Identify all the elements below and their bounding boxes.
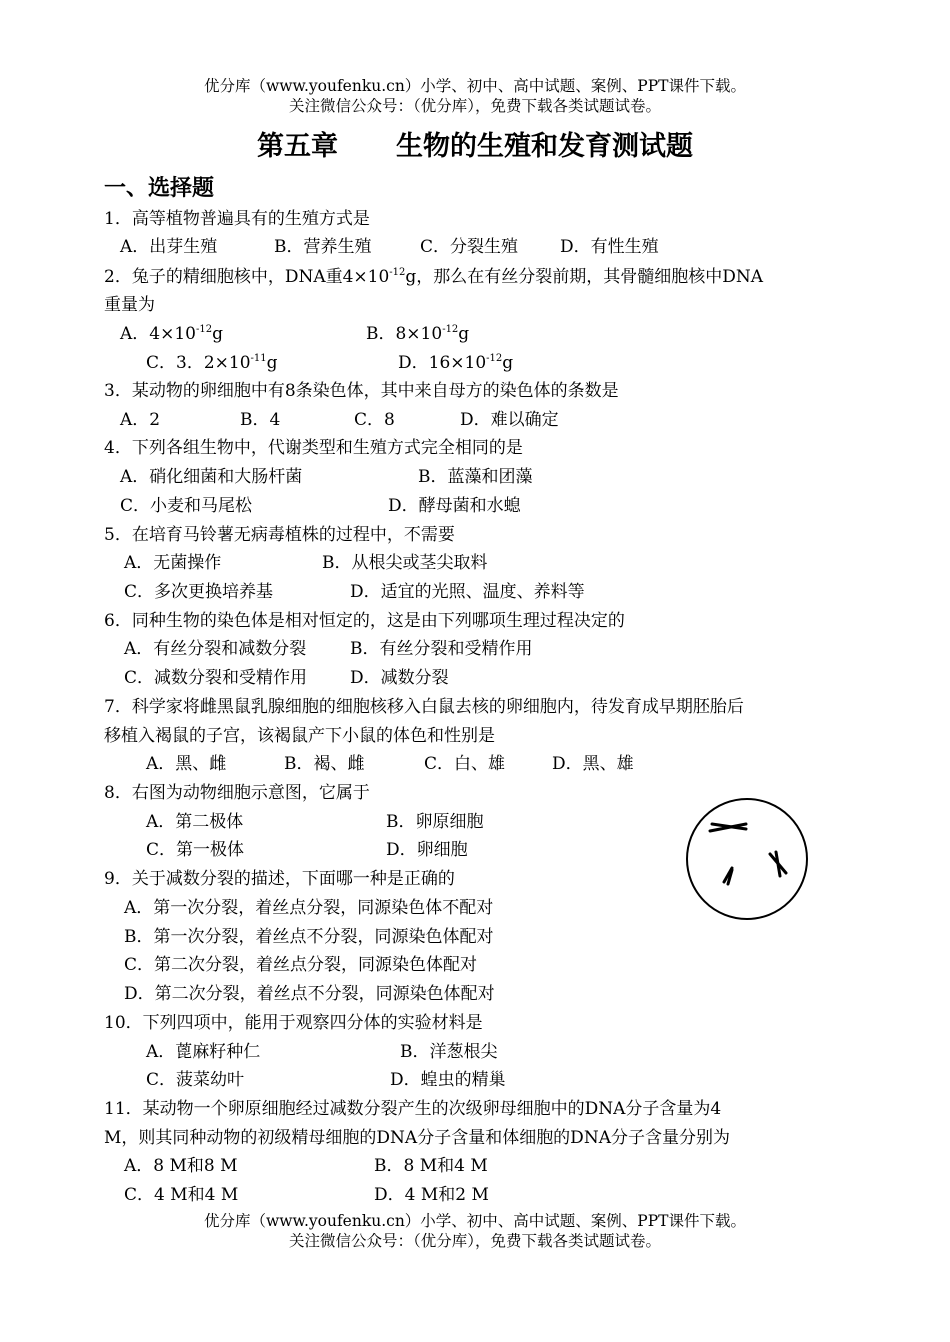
question-11-stem: 11．某动物一个卵原细胞经过减数分裂产生的次级卵母细胞中的DNA分子含量为4 xyxy=(104,1099,722,1119)
question-11-stem-line-2: M，则其同种动物的初级精母细胞的DNA分子含量和体细胞的DNA分子含量分别为 xyxy=(104,1128,730,1148)
question-3-option-b: B．4 xyxy=(240,410,281,430)
question-4-option-d: D．酵母菌和水螅 xyxy=(388,496,521,516)
question-8-option-d: D．卵细胞 xyxy=(386,840,468,860)
question-8-option-c: C．第一极体 xyxy=(146,840,245,860)
option-d-text: D．16×10 xyxy=(398,353,487,373)
option-a-unit: g xyxy=(212,324,223,344)
question-6-option-d: D．减数分裂 xyxy=(350,668,449,688)
question-2-stem-part-b: g，那么在有丝分裂前期，其骨髓细胞核中DNA xyxy=(405,267,764,287)
question-1-stem: 1．高等植物普遍具有的生殖方式是 xyxy=(104,209,370,229)
question-3-option-d: D．难以确定 xyxy=(460,410,559,430)
question-10-option-a: A．蓖麻籽种仁 xyxy=(146,1042,261,1062)
question-2-stem-line-2: 重量为 xyxy=(104,295,155,315)
question-4-option-b: B．蓝藻和团藻 xyxy=(418,467,533,487)
question-9-stem: 9．关于减数分裂的描述，下面哪一种是正确的 xyxy=(104,869,455,889)
option-a-exponent: -12 xyxy=(195,324,213,335)
question-2-option-a xyxy=(120,323,223,345)
chromosome-2 xyxy=(770,852,786,876)
question-6-option-b: B．有丝分裂和受精作用 xyxy=(350,639,533,659)
section-heading: 一、选择题 xyxy=(104,176,215,201)
cell-membrane xyxy=(687,799,807,919)
question-8-option-b: B．卵原细胞 xyxy=(386,812,484,832)
question-3-option-a: A．2 xyxy=(120,410,161,430)
question-2-stem xyxy=(104,266,763,288)
question-2-option-c xyxy=(146,352,278,374)
question-7-stem: 7．科学家将雌黑鼠乳腺细胞的细胞核移入白鼠去核的卵细胞内，待发育成早期胚胎后 xyxy=(104,697,744,717)
question-1-option-d: D．有性生殖 xyxy=(560,237,659,257)
question-9-option-c: C．第二次分裂，着丝点分裂，同源染色体配对 xyxy=(124,955,478,975)
question-3-stem: 3．某动物的卵细胞中有8条染色体，其中来自母方的染色体的条数是 xyxy=(104,381,619,401)
question-6-stem: 6．同种生物的染色体是相对恒定的，这是由下列哪项生理过程决定的 xyxy=(104,611,625,631)
question-11-option-c: C．4 M和4 M xyxy=(124,1185,239,1205)
question-2-option-d xyxy=(398,352,513,374)
question-7-option-b: B．褐、雌 xyxy=(284,754,365,774)
question-1-option-c: C．分裂生殖 xyxy=(420,237,519,257)
question-2-stem-part-a: 2．兔子的精细胞核中，DNA重4×10 xyxy=(104,267,390,287)
option-c-unit: g xyxy=(266,353,278,373)
title-name: 生物的生殖和发育测试题 xyxy=(396,131,693,162)
question-10-stem: 10．下列四项中，能用于观察四分体的实验材料是 xyxy=(104,1013,483,1033)
question-7-stem-line-2: 移植入褐鼠的子宫，该褐鼠产下小鼠的体色和性别是 xyxy=(104,726,495,746)
question-2-exponent: -12 xyxy=(389,267,406,278)
question-10-option-d: D．蝗虫的精巢 xyxy=(390,1070,506,1090)
question-8-option-a: A．第二极体 xyxy=(146,812,244,832)
question-2-option-b xyxy=(366,323,469,345)
chromosome-3 xyxy=(724,868,732,884)
question-5-option-c: C．多次更换培养基 xyxy=(124,582,274,602)
question-3-option-c: C．8 xyxy=(354,410,395,430)
question-6-option-a: A．有丝分裂和减数分裂 xyxy=(124,639,307,659)
footer-line-2: 关注微信公众号：（优分库），免费下载各类试题试卷。 xyxy=(288,1232,661,1250)
header-line-2: 关注微信公众号：（优分库），免费下载各类试题试卷。 xyxy=(288,97,661,115)
question-4-option-c: C．小麦和马尾松 xyxy=(120,496,253,516)
question-5-option-b: B．从根尖或茎尖取料 xyxy=(322,553,488,573)
question-6-option-c: C．减数分裂和受精作用 xyxy=(124,668,308,688)
question-7-option-a: A．黑、雌 xyxy=(146,754,227,774)
question-1-option-a: A．出芽生殖 xyxy=(120,237,218,257)
question-5-stem: 5．在培育马铃薯无病毒植株的过程中，不需要 xyxy=(104,525,455,545)
question-11-option-b: B．8 M和4 M xyxy=(374,1156,488,1176)
header-line-1: 优分库（www.youfenku.cn）小学、初中、高中试题、案例、PPT课件下载。 xyxy=(203,77,747,95)
option-d-exponent: -12 xyxy=(486,353,503,364)
question-9-option-a: A．第一次分裂，着丝点分裂，同源染色体不配对 xyxy=(124,898,494,918)
footer-line-1: 优分库（www.youfenku.cn）小学、初中、高中试题、案例、PPT课件下载。 xyxy=(203,1212,747,1230)
question-5-option-a: A．无菌操作 xyxy=(124,553,222,573)
option-b-exponent: -12 xyxy=(442,324,459,335)
question-9-option-b: B．第一次分裂，着丝点不分裂，同源染色体配对 xyxy=(124,927,494,947)
question-7-option-d: D．黑、雄 xyxy=(552,754,634,774)
option-d-unit: g xyxy=(502,353,514,373)
cell-diagram xyxy=(684,796,810,922)
page-title xyxy=(0,130,950,164)
chromosome-1 xyxy=(710,824,746,831)
question-10-option-c: C．菠菜幼叶 xyxy=(146,1070,245,1090)
option-c-text: C．3．2×10 xyxy=(146,353,251,373)
question-7-option-c: C．白、雄 xyxy=(424,754,506,774)
option-c-exponent: -11 xyxy=(250,353,267,364)
question-4-option-a: A．硝化细菌和大肠杆菌 xyxy=(120,467,303,487)
question-1-option-b: B．营养生殖 xyxy=(274,237,372,257)
question-4-stem: 4．下列各组生物中，代谢类型和生殖方式完全相同的是 xyxy=(104,438,523,458)
question-5-option-d: D．适宜的光照、温度、养料等 xyxy=(350,582,585,602)
question-10-option-b: B．洋葱根尖 xyxy=(400,1042,498,1062)
question-11-option-a: A．8 M和8 M xyxy=(124,1156,238,1176)
title-chapter: 第五章 xyxy=(257,131,338,162)
question-8-stem: 8．右图为动物细胞示意图，它属于 xyxy=(104,783,370,803)
question-11-option-d: D．4 M和2 M xyxy=(374,1185,489,1205)
option-b-unit: g xyxy=(458,324,470,344)
option-b-text: B．8×10 xyxy=(366,324,443,344)
option-a-text: A．4×10 xyxy=(120,324,196,344)
question-9-option-d: D．第二次分裂，着丝点不分裂，同源染色体配对 xyxy=(124,984,495,1004)
